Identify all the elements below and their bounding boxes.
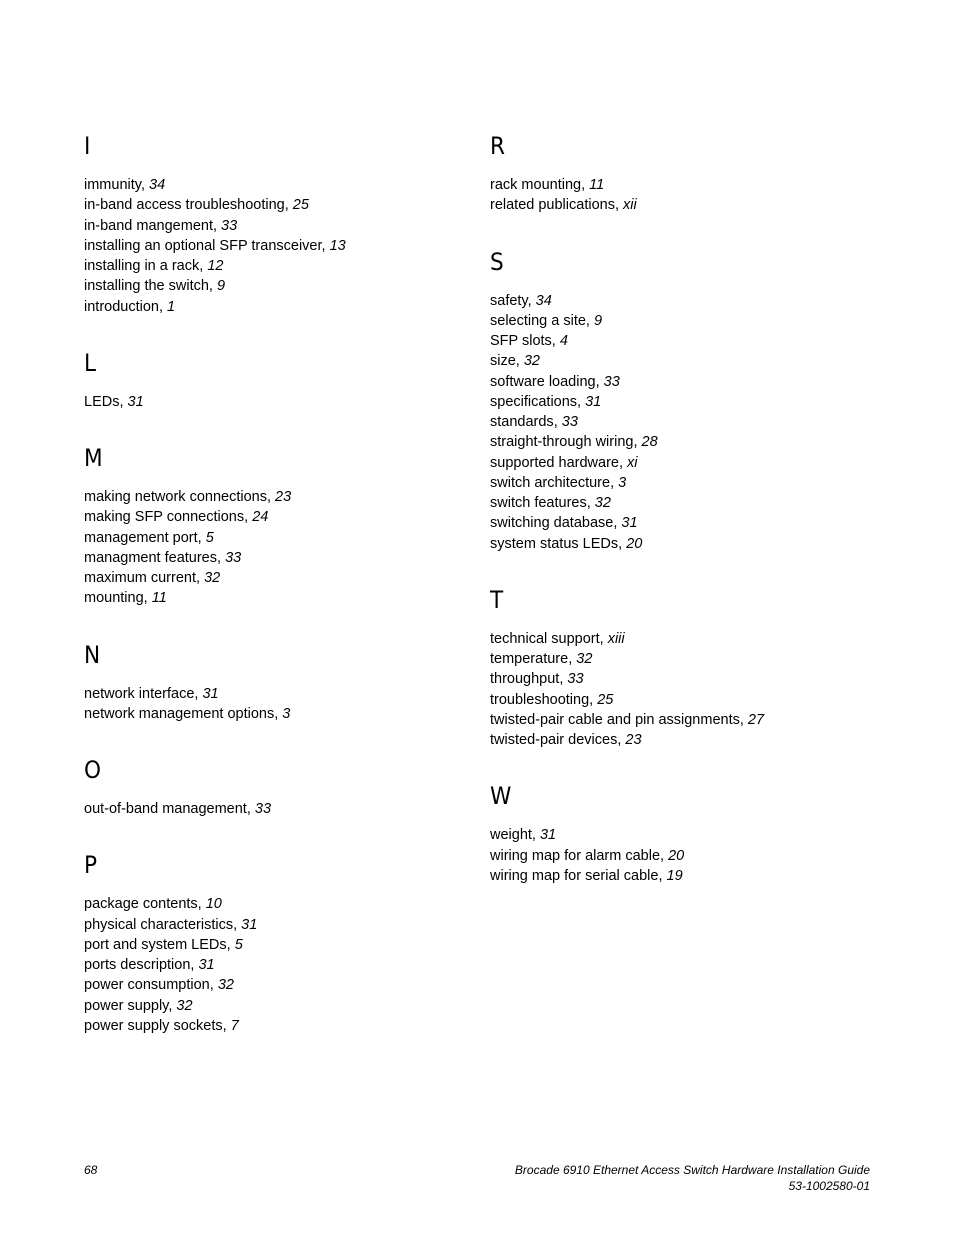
index-entry-term: port and system LEDs (84, 936, 227, 953)
index-section-o (84, 754, 464, 819)
index-entry-term: SFP slots (490, 333, 552, 349)
index-entry-term: wiring map for serial cable (490, 867, 659, 884)
index-entry: rack mounting, 11 (490, 177, 605, 193)
index-entry: twisted-pair cable and pin assignments, 27 (490, 711, 765, 728)
index-entry-term: network interface (84, 685, 195, 702)
index-entry-page-link[interactable]: 24 (252, 509, 269, 526)
index-entry-page-link[interactable]: 34 (149, 177, 166, 193)
footer-doc-title: Brocade 6910 Ethernet Access Switch Hardware Installation Guide (514, 1163, 870, 1177)
index-entry-list (84, 175, 464, 317)
index-entry: in-band mangement, 33 (84, 217, 238, 234)
index-entry-term: technical support (490, 630, 600, 647)
index-entry-page-link[interactable]: 32 (523, 353, 540, 370)
index-entry-term: switch architecture (490, 474, 611, 491)
index-entry-term: installing the switch (84, 278, 209, 295)
index-entry: installing the switch, 9 (84, 278, 226, 295)
index-entry-term: twisted-pair devices (490, 732, 618, 748)
index-entry-page-link[interactable]: 7 (230, 1017, 239, 1034)
index-entry: installing an optional SFP transceiver, 13 (84, 237, 346, 254)
index-entry: troubleshooting, 25 (490, 691, 614, 708)
index-entry-term: safety (490, 292, 528, 309)
index-entry-term: power supply sockets (84, 1017, 223, 1034)
index-entry-term: immunity (84, 177, 141, 193)
index-entry-list (84, 799, 464, 819)
index-entry-term: in-band access troubleshooting (84, 197, 285, 214)
index-letter-heading: L (84, 348, 97, 377)
index-entry: supported hardware, xi (490, 454, 638, 471)
index-entry-term: selecting a site (490, 312, 586, 329)
index-section-p (84, 849, 464, 1036)
index-entry-list (84, 487, 464, 609)
index-entry: switch features, 32 (490, 495, 611, 511)
index-entry: physical characteristics, 31 (84, 916, 258, 933)
index-entry-page-link[interactable]: 25 (597, 691, 614, 708)
index-entry: software loading, 33 (490, 373, 620, 390)
index-section-w (490, 780, 890, 886)
index-entry-term: package contents (84, 896, 198, 913)
index-entry-term: throughput (490, 671, 560, 688)
index-entry-page-link[interactable]: 23 (275, 489, 292, 505)
footer-doc-info (515, 1162, 870, 1194)
index-entry-term: in-band mangement (84, 217, 213, 234)
index-entry: weight, 31 (490, 827, 557, 844)
index-letter-heading: P (84, 851, 98, 880)
index-entry-term: supported hardware (490, 454, 619, 471)
index-entry-term: standards (490, 414, 554, 430)
index-entry-page-link[interactable]: 28 (641, 434, 658, 451)
index-entry-page-link[interactable]: 31 (539, 827, 557, 844)
index-entry-term: managment features (84, 549, 217, 566)
index-entry: installing in a rack, 12 (84, 258, 224, 274)
index-entry-page-link[interactable]: 33 (221, 217, 238, 234)
index-entry: safety, 34 (490, 292, 552, 309)
index-entry: specifications, 31 (490, 393, 602, 410)
index-entry-list (490, 291, 890, 554)
index-entry: managment features, 33 (84, 549, 242, 566)
index-entry: out-of-band management, 33 (84, 801, 272, 817)
index-entry-term: system status LEDs (490, 535, 619, 552)
index-section-i (84, 130, 464, 317)
index-entry: making SFP connections, 24 (84, 509, 269, 526)
index-entry: power consumption, 32 (84, 977, 234, 994)
index-entry-term: specifications (490, 393, 578, 410)
index-entry-page-link[interactable]: 11 (151, 590, 167, 607)
index-entry-page-link[interactable]: 31 (621, 515, 638, 532)
index-entry: maximum current, 32 (84, 570, 221, 586)
index-entry: wiring map for alarm cable, 20 (490, 847, 685, 864)
index-column-right (490, 130, 890, 916)
index-entry-page-link[interactable]: 32 (576, 651, 593, 667)
index-entry-list (84, 894, 464, 1036)
index-section-s (490, 246, 890, 554)
index-entry-page-link[interactable]: 31 (241, 916, 258, 933)
index-entry-page-link[interactable]: 11 (589, 177, 605, 193)
index-entry-list (490, 629, 890, 751)
index-entry-page-link[interactable]: 33 (603, 373, 620, 390)
index-section-t (490, 584, 890, 751)
index-entry-list (490, 175, 890, 216)
index-entry: LEDs, 31 (84, 393, 144, 410)
index-letter-heading: R (490, 132, 505, 160)
index-entry-page-link[interactable]: 31 (127, 393, 144, 410)
index-entry-term: related publications (490, 197, 615, 214)
index-entry: selecting a site, 9 (490, 312, 603, 329)
index-entry: in-band access troubleshooting, 25 (84, 197, 309, 214)
footer-page-number: 68 (84, 1163, 98, 1177)
index-entry-term: temperature (490, 651, 569, 667)
index-entry: introduction, 1 (84, 298, 176, 315)
index-entry-page-link[interactable]: xii (623, 197, 637, 214)
index-entry-page-link[interactable]: 5 (234, 936, 243, 953)
index-entry: switch architecture, 3 (490, 474, 627, 491)
index-entry: package contents, 10 (84, 896, 222, 913)
index-entry-page-link[interactable]: 20 (668, 847, 685, 864)
index-entry-page-link[interactable]: 9 (593, 312, 603, 329)
index-entry-list (84, 684, 464, 725)
index-entry-list (84, 392, 464, 412)
index-entry-page-link[interactable]: 32 (594, 495, 611, 511)
index-entry-term: management port (84, 529, 198, 546)
index-entry: management port, 5 (84, 529, 214, 546)
index-entry-page-link[interactable]: 23 (625, 732, 642, 748)
index-entry-term: maximum current (84, 570, 196, 586)
footer-doc-number: 53-1002580-01 (788, 1179, 870, 1193)
index-entry-page-link[interactable]: 9 (216, 278, 226, 295)
index-section-r (490, 130, 890, 216)
index-entry: system status LEDs, 20 (490, 535, 643, 552)
index-entry-page-link[interactable]: 33 (561, 414, 578, 430)
index-entry-page-link[interactable]: xiii (607, 630, 625, 647)
index-entry-term: ports description (84, 957, 191, 973)
index-entry-page-link[interactable]: 27 (747, 711, 765, 728)
index-entry-term: introduction (84, 298, 159, 315)
index-entry-term: straight-through wiring (490, 434, 634, 451)
index-entry-page-link[interactable]: 33 (225, 549, 242, 566)
index-entry-term: power supply (84, 997, 169, 1014)
index-entry-page-link[interactable]: 32 (217, 977, 234, 994)
index-entry: wiring map for serial cable, 19 (490, 867, 683, 884)
index-entry-list (490, 825, 890, 886)
index-entry-term: rack mounting (490, 177, 582, 193)
index-entry-term: switch features (490, 495, 587, 511)
index-entry-term: size (490, 353, 516, 370)
index-entry: technical support, xiii (490, 630, 625, 647)
index-entry-term: troubleshooting (490, 691, 590, 708)
index-entry-term: physical characteristics (84, 916, 234, 933)
index-entry-page-link[interactable]: 31 (198, 957, 215, 973)
index-entry: ports description, 31 (84, 957, 215, 973)
index-entry-page-link[interactable]: 10 (205, 896, 222, 913)
index-entry-term: LEDs (84, 393, 120, 410)
index-entry-term: wiring map for alarm cable (490, 847, 661, 864)
index-letter-heading: M (84, 444, 103, 472)
index-entry: making network connections, 23 (84, 489, 292, 505)
index-entry-page-link[interactable]: 12 (207, 258, 224, 274)
index-entry: standards, 33 (490, 414, 578, 430)
index-entry-page-link[interactable]: 32 (204, 570, 221, 586)
index-entry: SFP slots, 4 (490, 333, 568, 349)
index-entry: power supply, 32 (84, 997, 193, 1014)
index-entry: network management options, 3 (84, 705, 291, 722)
index-entry: twisted-pair devices, 23 (490, 732, 642, 748)
index-section-m (84, 442, 464, 609)
index-entry-page-link[interactable]: 31 (585, 393, 602, 410)
index-entry-term: mounting (84, 590, 144, 607)
index-section-l (84, 347, 464, 412)
index-entry-term: installing an optional SFP transceiver (84, 237, 322, 254)
index-entry-page-link[interactable]: 31 (202, 685, 219, 702)
index-entry-page-link[interactable]: 19 (666, 867, 683, 884)
index-entry-term: software loading (490, 373, 596, 390)
index-letter-heading: T (490, 585, 504, 614)
index-entry: mounting, 11 (84, 590, 167, 607)
index-section-n (84, 639, 464, 725)
index-entry-term: network management options (84, 705, 275, 722)
index-letter-heading: I (84, 132, 91, 160)
index-entry-page-link[interactable]: xi (627, 454, 638, 471)
index-letter-heading: O (84, 756, 101, 784)
index-entry-page-link[interactable]: 4 (559, 333, 568, 349)
index-entry: related publications, xii (490, 197, 637, 214)
index-entry-page-link[interactable]: 20 (626, 535, 643, 552)
index-entry-term: twisted-pair cable and pin assignments (490, 711, 740, 728)
index-entry: power supply sockets, 7 (84, 1017, 239, 1034)
index-entry-page-link[interactable]: 25 (292, 197, 309, 214)
index-entry-term: out-of-band management (84, 801, 247, 817)
index-entry-term: making network connections (84, 489, 267, 505)
index-entry-page-link[interactable]: 5 (205, 529, 214, 546)
index-letter-heading: N (84, 640, 101, 669)
index-entry: throughput, 33 (490, 671, 584, 688)
index-entry-page-link[interactable]: 33 (254, 801, 272, 817)
index-column-left (84, 130, 464, 1066)
index-entry: network interface, 31 (84, 685, 219, 702)
index-entry-term: power consumption (84, 977, 210, 994)
index-entry-page-link[interactable]: 3 (618, 474, 627, 491)
index-entry-term: making SFP connections (84, 509, 245, 526)
index-entry-term: weight (490, 827, 532, 844)
index-entry: immunity, 34 (84, 177, 166, 193)
index-entry-page-link[interactable]: 32 (176, 997, 193, 1014)
index-entry: switching database, 31 (490, 515, 638, 532)
index-entry-page-link[interactable]: 1 (167, 298, 176, 315)
index-entry-page-link[interactable]: 34 (535, 292, 552, 309)
index-entry-page-link[interactable]: 3 (282, 705, 291, 722)
index-letter-heading: W (490, 782, 512, 811)
index-entry-page-link[interactable]: 33 (567, 671, 584, 688)
index-entry-term: switching database (490, 515, 614, 532)
index-letter-heading: S (490, 247, 504, 276)
index-entry: temperature, 32 (490, 651, 593, 667)
index-entry: straight-through wiring, 28 (490, 434, 658, 451)
index-entry: port and system LEDs, 5 (84, 936, 243, 953)
index-entry-term: installing in a rack (84, 258, 200, 274)
index-entry-page-link[interactable]: 13 (329, 237, 346, 254)
index-entry: size, 32 (490, 353, 540, 370)
